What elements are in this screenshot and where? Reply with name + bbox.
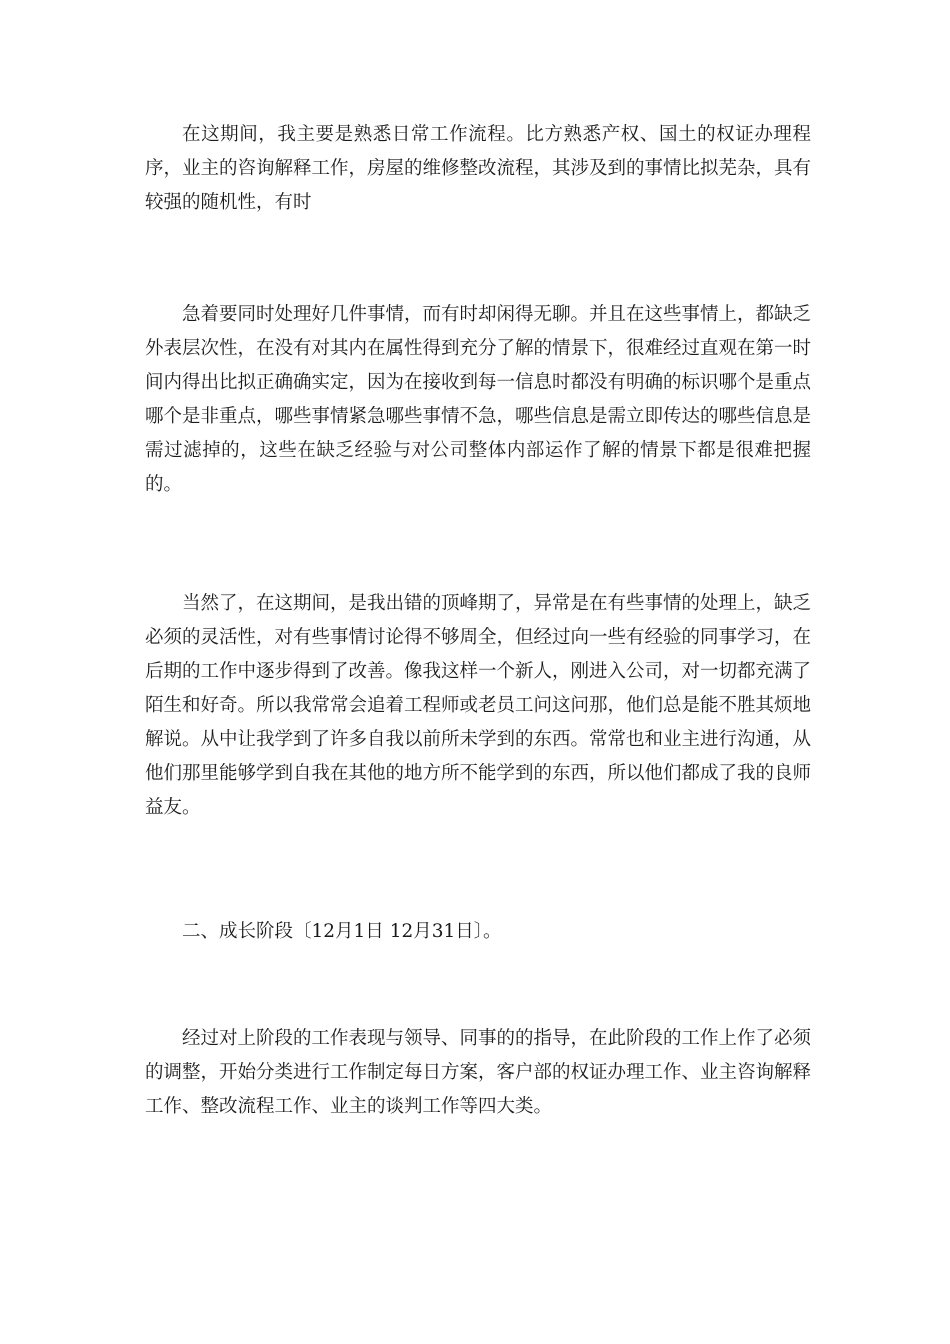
paragraph-work-process: 在这期间，我主要是熟悉日常工作流程。比方熟悉产权、国土的权证办理程序，业主的咨询解释工作，房屋的维修整改流程，其涉及到的事情比拟芜杂，具有较强的随机性，有时 — [145, 124, 812, 213]
section-heading-growth-stage: 二、成长阶段〔12月1日 12月31日〕。 — [182, 921, 502, 942]
paragraph-handling-matters: 急着要同时处理好几件事情，而有时却闲得无聊。并且在这些事情上，都缺乏外表层次性，在没有对其内在属性得到充分了解的情景下，很难经过直观在第一时间内得出比拟正确确实定，因为在接收到每一信息时都没有明确的标识哪个是重点哪个是非重点，哪些事情紧急哪些事情不急，哪些信息是需立即传达的哪些信息是需过滤掉的，这些在缺乏经验与对公司整体内部运作了解的情景下都是很难把握的。 — [145, 304, 812, 495]
paragraph-growth-adjustments: 经过对上阶段的工作表现与领导、同事的的指导，在此阶段的工作上作了必须的调整，开始分类进行工作制定每日方案，客户部的权证办理工作、业主咨询解释工作、整改流程工作、业主的谈判工作等四大类。 — [145, 1028, 812, 1117]
paragraph-mistakes-and-learning: 当然了，在这期间，是我出错的顶峰期了，异常是在有些事情的处理上，缺乏必须的灵活性，对有些事情讨论得不够周全，但经过向一些有经验的同事学习，在后期的工作中逐步得到了改善。像我这样一个新人，刚进入公司，对一切都充满了陌生和好奇。所以我常常会追着工程师或老员工问这问那，他们总是能不胜其烦地解说。从中让我学到了许多自我以前所未学到的东西。常常也和业主进行沟通，从他们那里能够学到自我在其他的地方所不能学到的东西，所以他们都成了我的良师益友。 — [145, 593, 812, 818]
